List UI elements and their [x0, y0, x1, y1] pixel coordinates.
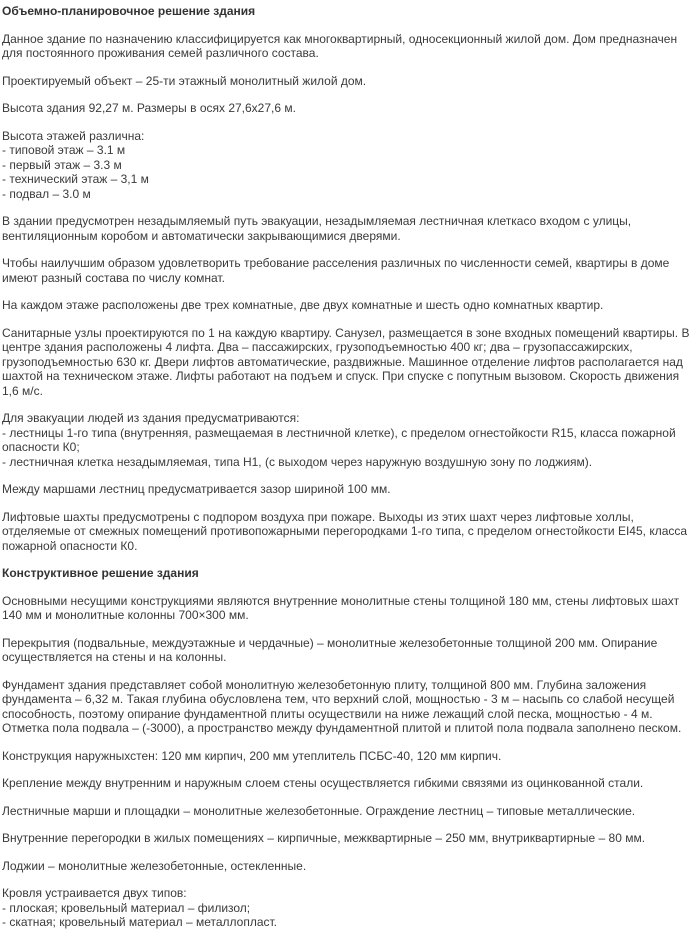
floor-heights-block	[2, 129, 698, 202]
floor-height-item: - подвал – 3.0 м	[2, 186, 91, 201]
evacuation-item: - лестничная клетка незадымляемая, типа Н1, (с выходом через наружную воздушную зону по лоджиям).	[2, 454, 593, 469]
paragraph-families: Чтобы наилучшим образом удовлетворить требование расселения различных по численности семей, квартиры в доме имеют разный состава по числу комнат.	[2, 256, 670, 285]
paragraph-stair-gap: Между маршами лестниц предусматривается зазор шириной 100 мм.	[2, 482, 391, 496]
floor-height-item: - первый этаж – 3.3 м	[2, 157, 122, 172]
evacuation-block	[2, 411, 698, 469]
evacuation-item: - лестницы 1-го типа (внутренняя, размещаемая в лестничной клетке), с пределом огнестойкости R15, класса пожарной опасности К0;	[2, 425, 676, 454]
paragraph-foundation: Фундамент здания представляет собой монолитную железобетонную плиту, толщиной 800 мм. Глубина заложения фундамента – 6,32 м. Такая глубина обусловлена тем, что верхний слой, мощностью - 3 м – насыпь со слабой несущей способность, поэтому опирание фундаментной плиты осуществили на ниже лежащий слой песка, мощностью - 4 м. Отметка пола подвала – (-3000), а пространство между фундаментной плитой и плитой пола подвала заполнено песком.	[2, 677, 682, 735]
paragraph-slabs: Перекрытия (подвальные, междуэтажные и чердачные) – монолитные железобетонные толщиной 200 мм. Опирание осуществляется на стены и на колонны.	[2, 635, 658, 664]
floor-heights-intro: Высота этажей различна:	[2, 128, 145, 143]
floor-height-item: - технический этаж – 3,1 м	[2, 172, 149, 186]
roof-block	[2, 886, 698, 930]
paragraph-partitions: Внутренние перегородки в жилых помещениях – кирпичные, межквартирные – 250 мм, внутриквартирные – 80 мм.	[2, 831, 646, 845]
roof-item: - скатная; кровельный материал – металлопласт.	[2, 915, 278, 929]
paragraph-height: Высота здания 92,27 м. Размеры в осях 27,6х27,6 м.	[2, 101, 296, 115]
paragraph-stairs: Лестничные марши и площадки – монолитные железобетонные. Ограждение лестниц – типовые металлические.	[2, 803, 636, 818]
paragraph-walls: Конструкция наружныхстен: 120 мм кирпич, 200 мм утеплитель ПСБС-40, 120 мм кирпич.	[2, 748, 502, 763]
paragraph-loggias: Лоджии – монолитные железобетонные, остекленные.	[2, 858, 307, 873]
roof-item: - плоская; кровельный материал – филизол;	[2, 900, 251, 915]
paragraph-apartments: На каждом этаже расположены две трех комнатные, две двух комнатные и шесть одно комнатных квартир.	[2, 298, 604, 312]
paragraph-bearing: Основными несущими конструкциями являются внутренние монолитные стены толщиной 180 мм, стены лифтовых шахт 140 мм и монолитные колонны 700×300 мм.	[2, 593, 680, 622]
section-heading-planning: Объемно-планировочное решение здания	[2, 4, 256, 18]
evacuation-intro: Для эвакуации людей из здания предусматриваются:	[2, 411, 300, 425]
roof-intro: Кровля устраивается двух типов:	[2, 886, 187, 900]
paragraph-fixing: Крепление между внутренним и наружным слоем стены осуществляется гибкими связями из оцинкованной стали.	[2, 776, 644, 790]
paragraph-evacuation-path: В здании предусмотрен незадымляемый путь эвакуации, незадымляемая лестничная клеткасо входом с улицы, вентиляционным коробом и автоматически закрывающимися дверями.	[2, 214, 632, 243]
floor-height-item: - типовой этаж – 3.1 м	[2, 143, 126, 157]
paragraph-purpose: Данное здание по назначению классифицируется как многоквартирный, односекционный жилой дом. Дом предназначен для постоянного проживания семей различного состава.	[2, 31, 678, 60]
section-heading-structural: Конструктивное решение здания	[2, 566, 199, 580]
paragraph-object: Проектируемый объект – 25-ти этажный монолитный жилой дом.	[2, 73, 367, 88]
paragraph-sanitary-lifts: Санитарные узлы проектируются по 1 на каждую квартиру. Санузел, размещается в зоне входных помещений квартиры. В центре здания расположены 4 лифта. Два – пассажирских, грузоподъемностью 400 кг; два – грузопассажирских, грузоподъемностью 630 кг. Двери лифтов автоматические, раздвижные. Машинное отделение лифтов располагается над шахтой на техническом этаже. Лифты работают на подъем и спуск. При спуске с попутным вызовом. Скорость движения 1,6 м/с.	[2, 325, 690, 398]
paragraph-lift-shafts: Лифтовые шахты предусмотрены с подпором воздуха при пожаре. Выходы из этих шахт через лифтовые холлы, отделяемые от смежных помещений противопожарными перегородками 1-го типа, с пределом огнестойкости EI45, класса пожарной опасности К0.	[2, 509, 688, 553]
